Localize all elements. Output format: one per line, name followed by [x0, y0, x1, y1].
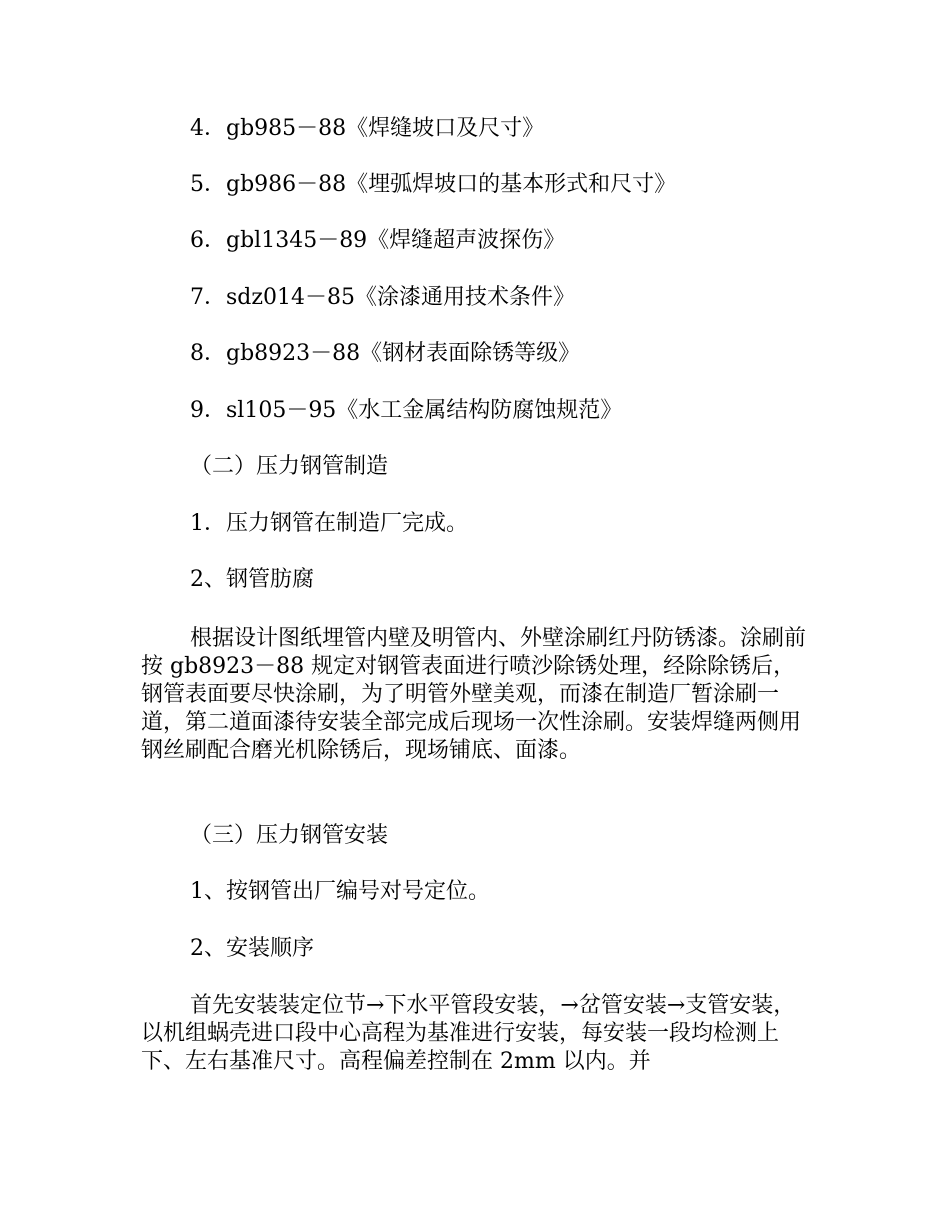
reference-item-8: 8．gb8923－88《钢材表面除锈等级》 [190, 341, 581, 366]
manufacture-item-2: 2、钢管肪腐 [190, 567, 314, 592]
reference-item-6: 6．gbl1345－89《焊缝超声波探伤》 [190, 228, 566, 253]
reference-item-7: 7．sdz014－85《涂漆通用技术条件》 [190, 285, 575, 310]
section-heading-manufacture: （二）压力钢管制造 [190, 454, 389, 479]
installation-order-paragraph [141, 992, 813, 1076]
reference-item-4: 4．gb985－88《焊缝坡口及尺寸》 [190, 116, 545, 141]
installation-item-1: 1、按钢管出厂编号对号定位。 [190, 879, 490, 904]
section-heading-installation: （三）压力钢管安装 [190, 823, 389, 848]
manufacture-item-1: 1．压力钢管在制造厂完成。 [190, 511, 468, 536]
anticorrosion-paragraph [141, 625, 813, 765]
anticorrosion-paragraph-text: 根据设计图纸埋管内壁及明管内、外壁涂刷红丹防锈漆。涂刷前按 gb8923－88 规定对钢管表面进行喷沙除锈处理，经除除锈后，钢管表面要尽快涂刷，为了明管外壁美观，而漆在制造厂暂涂刷一道，第二道面漆待安装全部完成后现场一次性涂刷。安装焊缝两侧用钢丝刷配合磨光机除锈后，现场铺底、面漆。 [141, 626, 807, 763]
installation-order-paragraph-text: 首先安装装定位节→下水平管段安装，→岔管安装→支管安装，以机组蜗壳进口段中心高程为基准进行安装，每安装一段均检测上下、左右基准尺寸。高程偏差控制在 2mm 以内。并 [141, 993, 796, 1074]
reference-item-5: 5．gb986－88《埋弧焊坡口的基本形式和尺寸》 [190, 172, 677, 197]
installation-item-2: 2、安装顺序 [190, 936, 314, 961]
reference-item-9: 9．sl105－95《水工金属结构防腐蚀规范》 [190, 398, 623, 423]
